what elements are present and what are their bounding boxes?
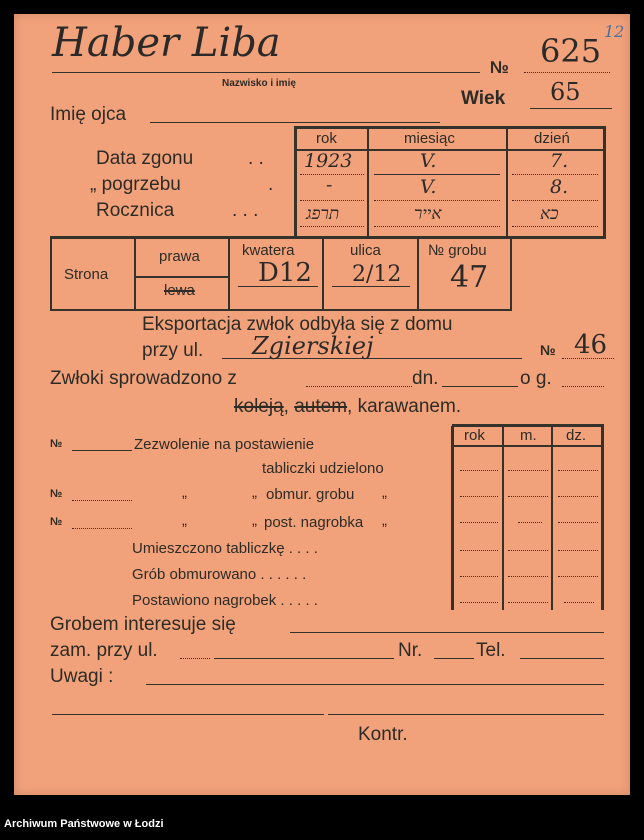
grave-number-value: 47 [450,260,489,295]
permits-table-header-border [454,445,602,447]
address-label: zam. przy ul. [50,640,158,661]
dates-header-year: rok [316,130,337,147]
anniversary-label: Rocznica [96,200,175,221]
ditto-mark: „ [382,484,387,501]
plaque-placed-label: Umieszczono tabliczkę . . . . [132,540,318,557]
dates-table-top-border [294,126,606,129]
number-label: № [490,58,509,77]
burial-record-card [14,14,630,795]
transport-hearse: karawanem. [357,396,462,417]
death-date-dots: . . [248,148,264,169]
interested-party-label: Grobem interesuje się [50,614,236,635]
row-line [374,200,500,201]
cell-line [460,496,498,497]
row-line [374,226,500,227]
location-table-divider [322,238,324,310]
permit-wall-label: obmur. grobu [266,486,355,503]
death-month: V. [420,150,437,172]
permit-wall-number-field [72,500,132,501]
cell-line [558,522,598,523]
street-row-value: 2/12 [352,262,402,287]
signature-line-left [52,714,324,715]
side-left-option-struck: lewa [164,282,195,299]
cell-line [558,576,598,577]
row-line [512,200,598,201]
permit-number-field [72,450,132,451]
brought-from-label: Zwłoki sprowadzono z [50,368,237,389]
house-nr-field [434,658,474,659]
death-date-label: Data zgonu [96,148,194,169]
tel-label: Tel. [476,640,506,661]
street-row-label: ulica [350,242,381,259]
dates-header-month: miesiąc [404,130,455,147]
row-line [512,226,598,227]
notes-field [146,684,604,685]
location-table-divider [228,238,230,310]
quarter-underline [238,286,318,287]
record-number: 625 [540,32,602,70]
permit-plaque-line1: Zezwolenie na postawienie [134,436,315,453]
transport-options: koleją, autem, karawanem. [234,396,462,417]
interested-party-field [290,632,604,633]
export-number-value: 46 [574,330,608,360]
name-handwritten: Haber Liba [52,20,281,66]
ditto-mark: „ [182,512,187,529]
street-underline [332,286,410,287]
dates-header-day: dzień [534,130,570,147]
day-label: dn. [412,368,439,389]
transport-rail-struck: koleją [234,396,284,417]
cell-line [508,470,548,471]
name-label: Nazwisko i imię [222,78,296,89]
cell-line [460,550,498,551]
export-heading: Eksportacja zwłok odbyła się z domu [142,314,453,335]
burial-month: V. [420,176,437,198]
tel-field [520,658,604,659]
location-table-bottom-border [50,309,512,311]
cell-line [518,522,542,523]
quarter-value: D12 [258,258,312,288]
side-split-line [136,276,228,278]
father-name-label: Imię ojca [50,104,127,125]
row-line [374,174,500,175]
age-value: 65 [550,78,581,106]
location-table-divider [417,238,419,310]
tombstone-placed-label: Postawiono nagrobek . . . . . [132,592,318,609]
cell-line [558,470,598,471]
address-field [214,658,394,659]
cell-line [460,576,498,577]
burial-day: 8. [550,176,569,198]
day-field [442,386,518,387]
anniversary-day-hebrew: כא [540,204,559,224]
cell-line [460,470,498,471]
ditto-mark: „ [382,512,387,529]
name-underline [52,72,480,73]
location-table-divider [134,238,136,310]
grave-walled-label: Grób obmurowano . . . . . . [132,566,307,583]
ditto-mark: „ [252,484,257,501]
permits-table-right-border [601,426,604,610]
archive-attribution: Archiwum Państwowe w Łodzi [4,818,164,830]
address-field-prefix [180,658,210,659]
permits-header-day: dz. [566,427,587,444]
export-number-label: № [540,342,556,358]
cell-line [508,602,548,603]
permits-table-col-divider [502,426,504,610]
brought-from-field [306,386,412,387]
dates-table-left-border [294,128,297,238]
dates-table-col-divider [367,128,369,238]
dates-table-right-border [603,128,606,238]
number-underline [524,72,610,73]
cell-line [558,550,598,551]
hour-field [562,386,604,387]
age-underline [530,108,612,109]
permits-table-left-border [451,426,454,610]
ditto-mark: „ [182,484,187,501]
transport-car-struck: autem [294,396,348,417]
row-line [512,174,598,175]
death-day: 7. [550,150,569,172]
house-nr-label: Nr. [398,640,423,661]
notes-label: Uwagi : [50,666,114,687]
anniversary-month-hebrew: אייר [414,204,442,224]
anniversary-year-hebrew: תרפג [306,204,340,224]
ditto-mark: „ [252,512,257,529]
cell-line [460,602,498,603]
permits-header-month: m. [520,427,537,444]
quarter-label: kwatera [242,242,295,259]
permit-number-sign: № [50,516,63,528]
side-label: Strona [64,266,109,283]
permit-plaque-line2: tabliczki udzielono [262,460,384,477]
permits-header-year: rok [464,427,485,444]
cell-line [508,550,548,551]
permits-table-col-divider [551,426,553,610]
burial-year: - [326,174,333,196]
side-right-option: prawa [159,248,200,265]
dates-table-col-divider [506,128,508,238]
control-label: Kontr. [358,724,408,745]
anniversary-dots: . . . [232,200,259,221]
burial-date-dots: . [268,174,274,195]
export-street-value: Zgierskiej [252,332,374,360]
permit-stone-label: post. nagrobka [264,514,364,531]
location-table-divider [50,238,52,310]
record-number-annotation: 12 [604,22,625,41]
cell-line [508,576,548,577]
age-label: Wiek [461,88,506,109]
row-line [300,200,364,201]
cell-line [564,602,594,603]
permit-number-sign: № [50,438,63,450]
cell-line [508,496,548,497]
row-line [300,226,364,227]
signature-line-right [328,714,604,715]
death-year: 1923 [304,150,353,172]
father-name-field [150,122,440,123]
cell-line [558,496,598,497]
permit-stone-number-field [72,528,132,529]
location-table-divider [510,238,512,310]
cell-line [460,522,498,523]
grave-number-label: № grobu [428,242,487,259]
export-street-label: przy ul. [142,340,204,361]
permit-number-sign: № [50,488,63,500]
hour-label: o g. [520,368,552,389]
burial-date-label: „ pogrzebu [90,174,181,195]
